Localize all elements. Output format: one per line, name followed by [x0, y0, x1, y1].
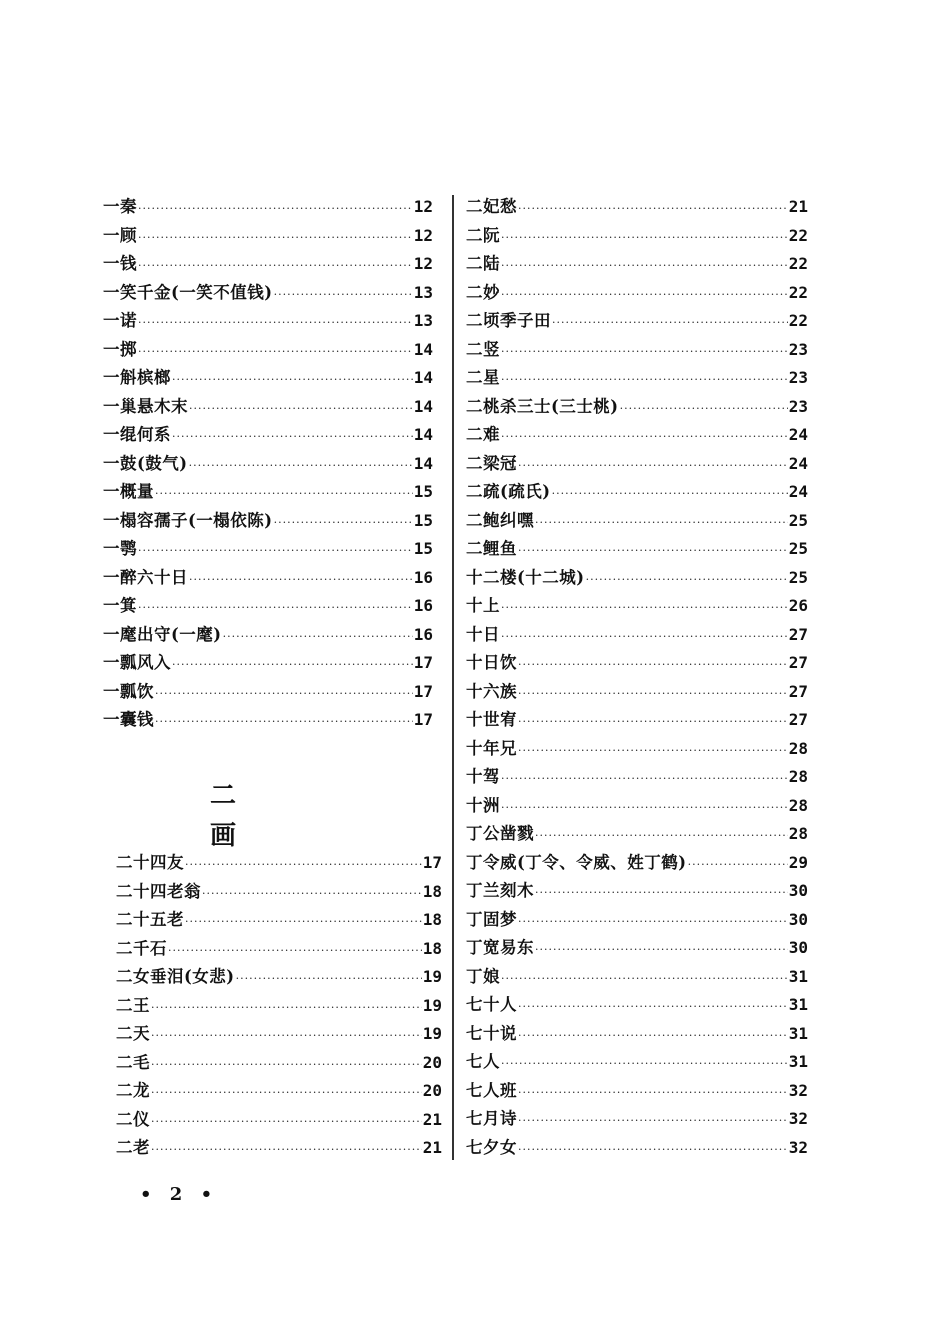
leader-dots — [518, 1107, 788, 1136]
index-column-left-bottom — [116, 849, 442, 1163]
entry-page-number: 28 — [788, 824, 808, 843]
leader-dots — [518, 680, 788, 709]
entry-term: 十日 — [466, 624, 500, 644]
leader-dots — [518, 195, 788, 224]
entry-page-number: 17 — [413, 710, 433, 729]
entry-page-number: 32 — [788, 1109, 808, 1128]
entry-page-number: 18 — [422, 881, 442, 901]
leader-dots — [586, 566, 788, 595]
entry-term: 一概量 — [103, 482, 154, 501]
entry-page-number: 12 — [413, 254, 433, 273]
entry-page-number: 30 — [788, 938, 808, 957]
leader-dots — [138, 537, 413, 566]
entry-term: 一巢悬木末 — [103, 396, 188, 416]
index-entry — [103, 706, 433, 735]
index-entry — [466, 792, 808, 821]
leader-dots — [501, 1050, 788, 1079]
leader-dots — [688, 851, 788, 880]
index-entry — [466, 991, 808, 1020]
entry-page-number: 21 — [422, 1109, 442, 1129]
leader-dots — [138, 224, 413, 253]
entry-page-number: 14 — [413, 453, 433, 473]
index-entry — [466, 849, 808, 878]
entry-page-number: 13 — [413, 311, 433, 330]
index-entry — [466, 222, 808, 251]
leader-dots — [138, 338, 413, 367]
entry-page-number: 14 — [413, 425, 433, 444]
index-column-left-top — [103, 193, 433, 735]
index-entry — [466, 307, 808, 336]
entry-page-number: 31 — [788, 1023, 808, 1043]
index-entry — [466, 1020, 808, 1049]
entry-page-number: 32 — [788, 1080, 808, 1100]
leader-dots — [138, 594, 413, 623]
index-entry — [103, 450, 433, 479]
leader-dots — [155, 480, 413, 509]
entry-page-number: 28 — [788, 767, 808, 786]
index-entry — [466, 250, 808, 279]
index-entry — [466, 393, 808, 422]
entry-page-number: 12 — [413, 197, 433, 216]
entry-term: 七月诗 — [466, 1109, 517, 1128]
entry-term: 二老 — [116, 1138, 150, 1157]
index-entry — [116, 1020, 442, 1049]
entry-term: 二难 — [466, 425, 500, 444]
entry-page-number: 18 — [422, 938, 442, 958]
index-entry — [466, 336, 808, 365]
entry-term: 二千石 — [116, 938, 167, 958]
entry-term: 七人班 — [466, 1080, 517, 1100]
leader-dots — [518, 708, 788, 737]
leader-dots — [138, 195, 413, 224]
leader-dots — [535, 936, 788, 965]
entry-page-number: 12 — [413, 225, 433, 245]
index-entry — [466, 820, 808, 849]
index-entry — [103, 564, 433, 593]
index-entry — [466, 507, 808, 536]
entry-page-number: 31 — [788, 1052, 808, 1071]
entry-term: 二鲤鱼 — [466, 539, 517, 558]
entry-term: 二桃杀三士(三士桃) — [466, 396, 619, 416]
entry-page-number: 22 — [788, 311, 808, 330]
entry-term: 一掷 — [103, 339, 137, 359]
entry-page-number: 13 — [413, 282, 433, 302]
index-entry — [466, 649, 808, 678]
leader-dots — [620, 395, 788, 424]
entry-page-number: 30 — [788, 881, 808, 900]
leader-dots — [518, 1136, 788, 1165]
entry-term: 二阮 — [466, 225, 500, 245]
leader-dots — [518, 1079, 788, 1108]
index-entry — [103, 592, 433, 621]
entry-term: 十年兄 — [466, 738, 517, 758]
entry-term: 一鼓(鼓气) — [103, 453, 188, 473]
leader-dots — [274, 509, 413, 538]
index-entry — [116, 992, 442, 1021]
entry-page-number: 25 — [788, 510, 808, 530]
entry-term: 二星 — [466, 368, 500, 387]
entry-term: 一绲何系 — [103, 425, 171, 444]
entry-term: 十二楼(十二城) — [466, 567, 585, 587]
entry-page-number: 27 — [788, 710, 808, 729]
leader-dots — [236, 965, 422, 994]
leader-dots — [274, 281, 413, 310]
entry-page-number: 28 — [788, 795, 808, 815]
leader-dots — [151, 994, 422, 1023]
leader-dots — [501, 794, 788, 823]
entry-term: 七十说 — [466, 1023, 517, 1043]
leader-dots — [518, 651, 788, 680]
index-entry — [103, 393, 433, 422]
index-entry — [116, 878, 442, 907]
leader-dots — [501, 594, 788, 623]
entry-page-number: 15 — [413, 482, 433, 501]
entry-page-number: 30 — [788, 909, 808, 929]
entry-page-number: 24 — [788, 453, 808, 473]
leader-dots — [151, 1051, 422, 1080]
entry-page-number: 23 — [788, 368, 808, 387]
index-entry — [466, 735, 808, 764]
entry-term: 二王 — [116, 995, 150, 1015]
entry-term: 一囊钱 — [103, 710, 154, 729]
entry-term: 二龙 — [116, 1081, 150, 1100]
leader-dots — [535, 822, 788, 851]
index-entry — [116, 1106, 442, 1135]
entry-page-number: 17 — [413, 653, 433, 672]
entry-page-number: 32 — [788, 1137, 808, 1157]
entry-term: 十洲 — [466, 795, 500, 815]
leader-dots — [151, 1022, 422, 1051]
entry-page-number: 14 — [413, 396, 433, 416]
index-entry — [466, 1048, 808, 1077]
section-heading: 二画 — [210, 781, 297, 851]
entry-page-number: 15 — [413, 539, 433, 558]
index-entry — [103, 649, 433, 678]
leader-dots — [151, 1079, 422, 1108]
entry-term: 一麾出守(一麾) — [103, 624, 222, 644]
entry-term: 丁令威(丁令、令威、姓丁鹤) — [466, 852, 687, 872]
leader-dots — [202, 880, 422, 909]
column-divider — [452, 195, 454, 1160]
index-entry — [103, 478, 433, 507]
leader-dots — [185, 908, 422, 937]
leader-dots — [172, 651, 413, 680]
index-entry — [103, 678, 433, 707]
index-entry — [103, 535, 433, 564]
index-entry — [103, 507, 433, 536]
leader-dots — [189, 452, 413, 481]
entry-term: 十日饮 — [466, 653, 517, 672]
entry-term: 丁娘 — [466, 966, 500, 986]
index-entry — [466, 535, 808, 564]
entry-term: 二梁冠 — [466, 453, 517, 473]
entry-term: 二妃愁 — [466, 197, 517, 216]
entry-page-number: 27 — [788, 624, 808, 644]
entry-page-number: 28 — [788, 738, 808, 758]
index-entry — [466, 450, 808, 479]
entry-term: 十六族 — [466, 681, 517, 701]
entry-term: 一箕 — [103, 596, 137, 615]
entry-term: 丁兰刻木 — [466, 881, 534, 900]
index-entry — [103, 279, 433, 308]
index-entry — [466, 421, 808, 450]
index-entry — [466, 963, 808, 992]
entry-page-number: 20 — [422, 1081, 442, 1100]
entry-page-number: 20 — [422, 1052, 442, 1072]
index-entry — [116, 963, 442, 992]
leader-dots — [501, 224, 788, 253]
entry-term: 二十四友 — [116, 853, 184, 872]
leader-dots — [501, 965, 788, 994]
entry-term: 二竖 — [466, 339, 500, 359]
index-entry — [466, 364, 808, 393]
leader-dots — [518, 452, 788, 481]
entry-page-number: 29 — [788, 852, 808, 872]
entry-term: 一鹗 — [103, 539, 137, 558]
entry-term: 二妙 — [466, 282, 500, 302]
index-entry — [466, 763, 808, 792]
entry-page-number: 14 — [413, 339, 433, 359]
entry-page-number: 23 — [788, 339, 808, 359]
entry-term: 七十人 — [466, 995, 517, 1014]
entry-term: 丁宽易东 — [466, 938, 534, 957]
entry-term: 十上 — [466, 596, 500, 615]
entry-page-number: 14 — [413, 368, 433, 387]
leader-dots — [138, 252, 413, 281]
index-entry — [466, 934, 808, 963]
entry-term: 二天 — [116, 1024, 150, 1043]
index-entry — [466, 564, 808, 593]
entry-term: 一醉六十日 — [103, 567, 188, 587]
entry-page-number: 16 — [413, 596, 433, 615]
entry-page-number: 25 — [788, 567, 808, 587]
index-entry — [466, 621, 808, 650]
index-entry — [466, 279, 808, 308]
entry-term: 二顷季子田 — [466, 311, 551, 330]
entry-page-number: 21 — [788, 197, 808, 216]
entry-term: 一诺 — [103, 311, 137, 330]
leader-dots — [501, 338, 788, 367]
index-entry — [466, 1134, 808, 1163]
leader-dots — [518, 908, 788, 937]
index-entry — [116, 906, 442, 935]
index-entry — [103, 421, 433, 450]
leader-dots — [172, 423, 413, 452]
entry-page-number: 22 — [788, 225, 808, 245]
index-entry — [103, 193, 433, 222]
entry-term: 一瓢饮 — [103, 681, 154, 701]
entry-term: 二十五老 — [116, 910, 184, 929]
entry-term: 七夕女 — [466, 1137, 517, 1157]
index-entry — [466, 592, 808, 621]
entry-page-number: 24 — [788, 482, 808, 501]
entry-term: 一瓢风入 — [103, 653, 171, 672]
entry-page-number: 22 — [788, 282, 808, 302]
entry-page-number: 16 — [413, 624, 433, 644]
index-entry — [466, 193, 808, 222]
entry-page-number: 23 — [788, 396, 808, 416]
index-entry — [116, 935, 442, 964]
index-entry — [466, 706, 808, 735]
entry-page-number: 18 — [422, 910, 442, 929]
index-entry — [466, 1105, 808, 1134]
leader-dots — [552, 480, 788, 509]
index-entry — [466, 678, 808, 707]
leader-dots — [535, 879, 788, 908]
index-entry — [466, 478, 808, 507]
index-entry — [116, 1134, 442, 1163]
leader-dots — [168, 937, 422, 966]
index-entry — [116, 849, 442, 878]
entry-term: 丁固梦 — [466, 909, 517, 929]
leader-dots — [189, 566, 413, 595]
leader-dots — [138, 309, 413, 338]
index-entry — [466, 906, 808, 935]
index-entry — [103, 307, 433, 336]
leader-dots — [518, 737, 788, 766]
entry-page-number: 19 — [422, 967, 442, 986]
index-entry — [103, 364, 433, 393]
leader-dots — [501, 765, 788, 794]
entry-page-number: 31 — [788, 966, 808, 986]
leader-dots — [501, 423, 788, 452]
entry-term: 十世宥 — [466, 710, 517, 729]
index-entry — [116, 1049, 442, 1078]
entry-page-number: 26 — [788, 596, 808, 615]
leader-dots — [501, 623, 788, 652]
entry-page-number: 16 — [413, 567, 433, 587]
leader-dots — [518, 1022, 788, 1051]
page-number: • 2 • — [140, 1184, 219, 1205]
entry-page-number: 27 — [788, 681, 808, 701]
entry-page-number: 31 — [788, 995, 808, 1014]
entry-page-number: 17 — [413, 681, 433, 701]
entry-page-number: 25 — [788, 539, 808, 558]
entry-term: 一秦 — [103, 197, 137, 216]
entry-term: 二十四老翁 — [116, 881, 201, 901]
index-entry — [116, 1077, 442, 1106]
entry-page-number: 21 — [422, 1138, 442, 1157]
entry-term: 二毛 — [116, 1052, 150, 1072]
entry-term: 一笑千金(一笑不值钱) — [103, 282, 273, 302]
entry-page-number: 19 — [422, 1024, 442, 1043]
index-entry — [103, 621, 433, 650]
entry-page-number: 17 — [422, 853, 442, 872]
entry-term: 二女垂泪(女悲) — [116, 967, 235, 986]
leader-dots — [189, 395, 413, 424]
entry-term: 一斛槟榔 — [103, 368, 171, 387]
index-entry — [103, 222, 433, 251]
index-column-right — [466, 193, 808, 1162]
leader-dots — [185, 851, 422, 880]
entry-term: 一榻容孺子(一榻依陈) — [103, 510, 273, 530]
entry-page-number: 22 — [788, 254, 808, 273]
leader-dots — [535, 509, 788, 538]
leader-dots — [155, 708, 413, 737]
leader-dots — [501, 366, 788, 395]
entry-term: 二仪 — [116, 1109, 150, 1129]
leader-dots — [223, 623, 413, 652]
entry-term: 七人 — [466, 1052, 500, 1071]
entry-page-number: 19 — [422, 995, 442, 1015]
entry-term: 二疏(疏氏) — [466, 482, 551, 501]
index-entry — [466, 877, 808, 906]
entry-term: 二陆 — [466, 254, 500, 273]
leader-dots — [552, 309, 788, 338]
entry-term: 一钱 — [103, 254, 137, 273]
entry-page-number: 27 — [788, 653, 808, 672]
leader-dots — [518, 537, 788, 566]
leader-dots — [151, 1136, 422, 1165]
leader-dots — [151, 1108, 422, 1137]
leader-dots — [155, 680, 413, 709]
index-entry — [103, 336, 433, 365]
index-entry — [103, 250, 433, 279]
leader-dots — [501, 281, 788, 310]
entry-term: 二鲍纠嘿 — [466, 510, 534, 530]
entry-term: 十驾 — [466, 767, 500, 786]
entry-page-number: 24 — [788, 425, 808, 444]
leader-dots — [172, 366, 413, 395]
entry-page-number: 15 — [413, 510, 433, 530]
entry-term: 丁公凿戮 — [466, 824, 534, 843]
index-entry — [466, 1077, 808, 1106]
leader-dots — [518, 993, 788, 1022]
leader-dots — [501, 252, 788, 281]
entry-term: 一顾 — [103, 225, 137, 245]
